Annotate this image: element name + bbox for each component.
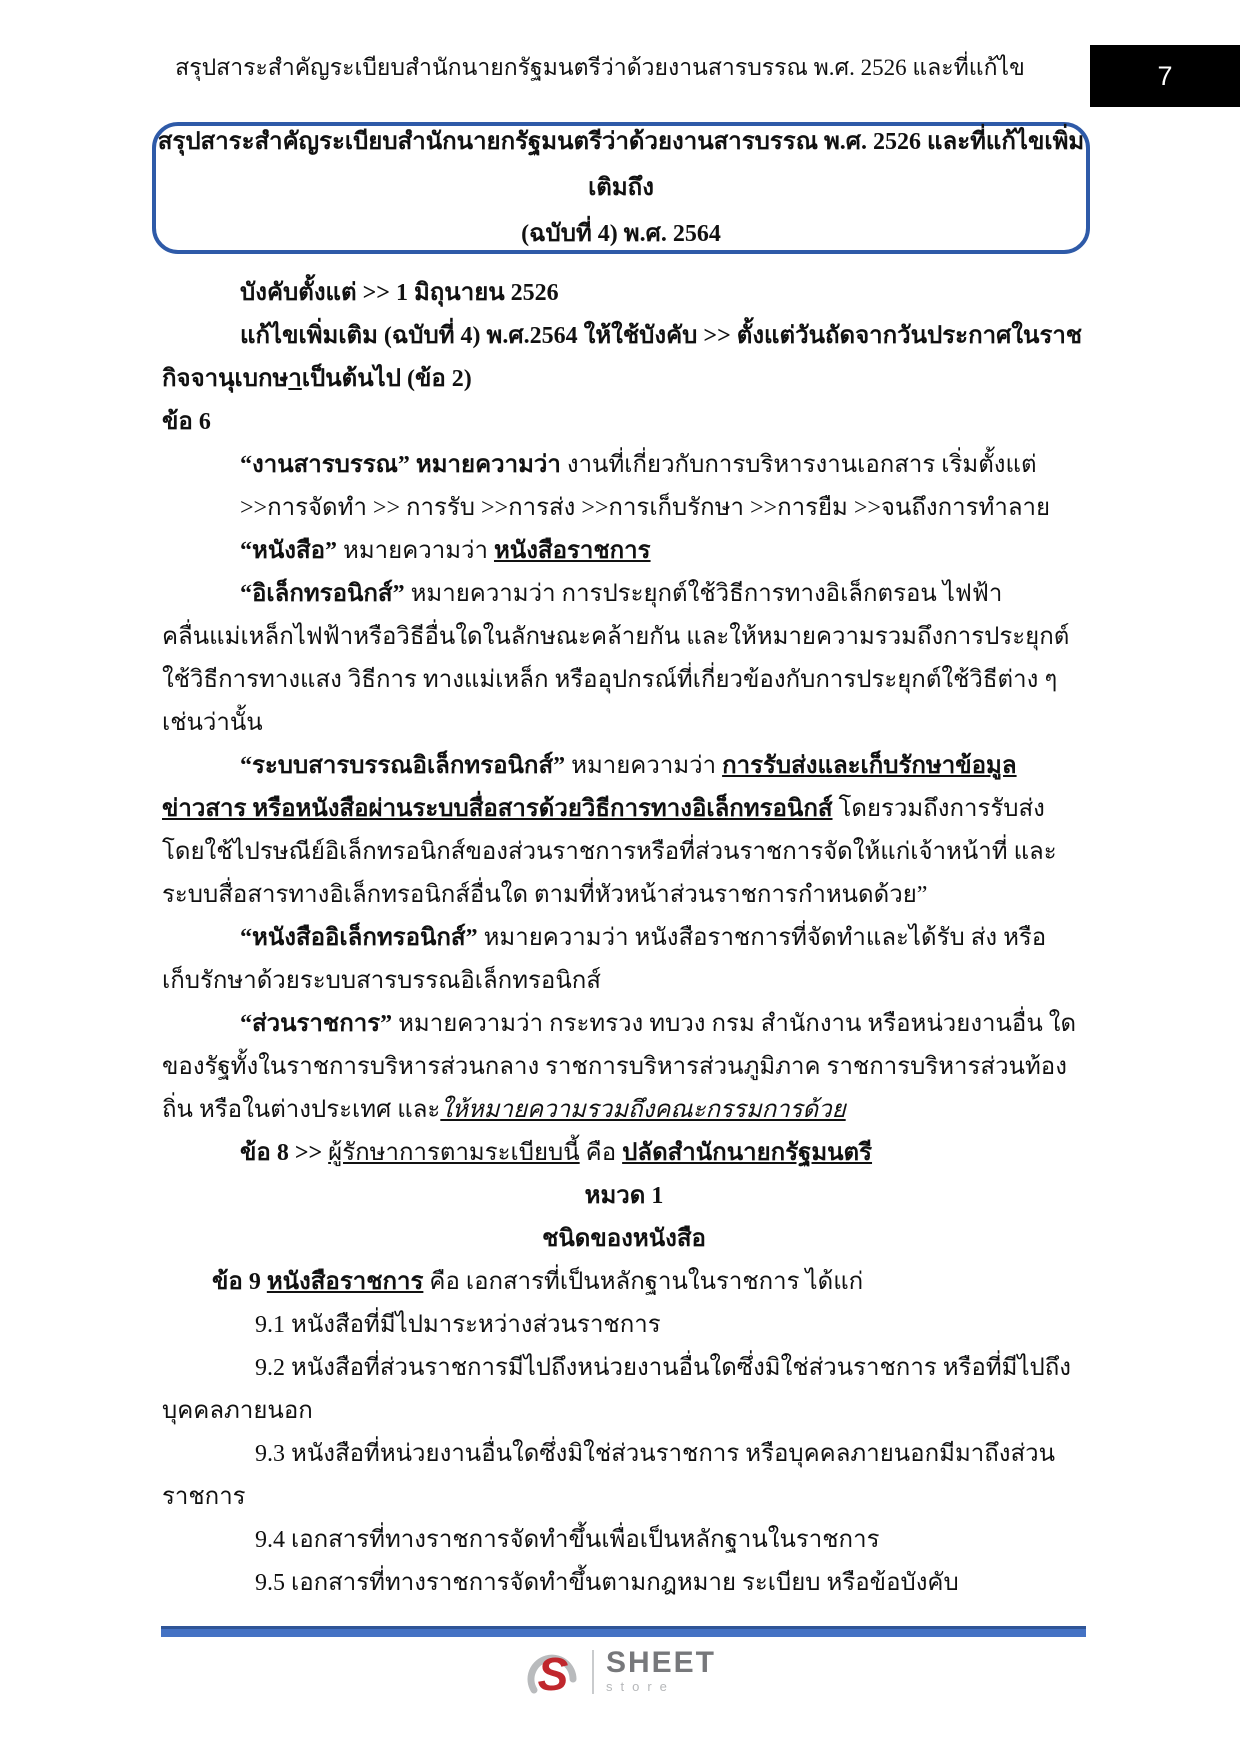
text-run: งานที่เกี่ยวกับการบริหารงานเอกสาร เริ่มตั้งแต่	[560, 452, 1037, 478]
sheet-store-s-logo-icon	[524, 1648, 580, 1700]
paragraph	[162, 1175, 1086, 1218]
paragraph	[162, 487, 1086, 530]
svg-text:S: S	[537, 1648, 569, 1700]
paragraph	[162, 401, 1086, 444]
text-run: “งานสารบรรณ” หมายความว่า	[240, 452, 561, 478]
text-run: ชนิดของหนังสือ	[542, 1226, 706, 1252]
text-run: >>การจัดทำ >> การรับ >>การส่ง >>การเก็บรักษา >>การยืม >>จนถึงการทำลาย	[240, 495, 1051, 521]
text-run: หมวด 1	[584, 1183, 664, 1209]
text-run: หมายความว่า กระทรวง ทบวง กรม สำนักงาน หรือหน่วยงานอื่น ใดของรัฐทั้งในราชการบริหารส่วนกลาง ราชการบริหารส่วนภูมิภาค ราชการบริหารส่วนท้องถิ่น หรือในต่างประเทศ และ	[162, 1011, 1077, 1123]
text-run: 9.3 หนังสือที่หน่วยงานอื่นใดซึ่งมิใช่ส่วนราชการ หรือบุคคลภายนอกมีมาถึงส่วนราชการ	[162, 1441, 1056, 1510]
text-run: ปลัดสำนักนายกรัฐมนตรี	[622, 1140, 873, 1166]
paragraph	[162, 1433, 1086, 1519]
paragraph	[162, 1132, 1086, 1175]
paragraph	[162, 1519, 1086, 1562]
paragraph	[162, 1304, 1086, 1347]
text-run: หมายความว่า	[565, 753, 723, 779]
paragraph	[162, 1218, 1086, 1261]
text-run: การรับส่งและเก็บรักษาข้อมูลข่าวสาร หรือหนังสือผ่านระบบสื่อสารด้วยวิธีการทางอิเล็กทรอนิกส์	[162, 753, 1017, 822]
text-run: 9.5 เอกสารที่ทางราชการจัดทำขึ้นตามกฎหมาย ระเบียบ หรือข้อบังคับ	[255, 1570, 959, 1596]
paragraph	[162, 917, 1086, 1003]
text-run: 9.1 หนังสือที่มีไปมาระหว่างส่วนราชการ	[255, 1312, 661, 1338]
text-run: หมายความว่า	[337, 538, 494, 564]
footer-divider-bar	[161, 1626, 1086, 1637]
page-number: 7	[1157, 60, 1173, 91]
text-run: เป็นต้นไป (ข้อ 2)	[301, 366, 472, 392]
text-run: “ส่วนราชการ”	[240, 1011, 393, 1037]
text-run: ข้อ 8 >>	[240, 1140, 329, 1166]
text-run: หนังสือราชการ	[266, 1269, 424, 1295]
text-run: ให้หมายความรวมถึงคณะกรรมการด้วย	[440, 1097, 846, 1123]
paragraph	[162, 1261, 1086, 1304]
paragraph	[162, 530, 1086, 573]
logo-sub-text: store	[605, 1679, 675, 1694]
document-body	[162, 272, 1086, 1605]
text-run: 9.2 หนังสือที่ส่วนราชการมีไปถึงหน่วยงานอื่นใดซึ่งมิใช่ส่วนราชการ หรือที่มีไปถึงบุคคลภายนอก	[162, 1355, 1072, 1424]
text-run: หมายความว่า การประยุกต์ใช้วิธีการทางอิเล็กตรอน ไฟฟ้า คลื่นแม่เหล็กไฟฟ้าหรือวิธีอื่นใดในลักษณะคล้ายกัน และให้หมายความรวมถึงการประยุกต์ใช้วิธีการทางแสง วิธีการ ทางแม่เหล็ก หรืออุปกรณ์ที่เกี่ยวข้องกับการประยุกต์ใช้วิธีต่าง ๆ เช่นว่านั้น	[162, 581, 1070, 736]
paragraph	[162, 1562, 1086, 1605]
paragraph	[162, 573, 1086, 745]
paragraph	[162, 745, 1086, 917]
text-run: คือ เอกสารที่เป็นหลักฐานในราชการ ได้แก่	[423, 1269, 864, 1295]
title-line-1: สรุปสาระสำคัญระเบียบสำนักนายกรัฐมนตรีว่าด้วยงานสารบรรณ พ.ศ. 2526 และที่แก้ไขเพิ่มเติมถึง	[157, 129, 1085, 201]
text-run: “อิเล็กทรอนิกส์”	[240, 581, 405, 607]
text-run: หนังสือราชการ	[493, 538, 651, 564]
document-title-box	[152, 122, 1090, 254]
text-run: ข้อ 9	[212, 1269, 267, 1295]
text-run: แก้ไขเพิ่มเติม (ฉบับที่ 4) พ.ศ.2564 ให้ใช้บังคับ >> ตั้งแต่วันถัดจากวันประกาศในราชกิจจานุเบกษ	[162, 323, 1083, 392]
logo-brand-text: SHEET	[605, 1646, 717, 1679]
page-header-title: สรุปสาระสำคัญระเบียบสำนักนายกรัฐมนตรีว่าด้วยงานสารบรรณ พ.ศ. 2526 และที่แก้ไข	[175, 55, 1025, 80]
text-run: คือ	[579, 1140, 623, 1166]
text-run: ข้อ 6	[162, 409, 211, 435]
text-run: า	[288, 366, 302, 392]
text-run: “หนังสืออิเล็กทรอนิกส์”	[240, 925, 478, 951]
text-run: หมายความว่า หนังสือราชการที่จัดทำและได้รับ ส่ง หรือ เก็บรักษาด้วยระบบสารบรรณอิเล็กทรอนิกส์	[162, 925, 1047, 994]
paragraph	[162, 1347, 1086, 1433]
logo-wordmark	[606, 1648, 716, 1695]
paragraph	[162, 315, 1086, 401]
text-run: “หนังสือ”	[240, 538, 338, 564]
logo-divider	[592, 1650, 594, 1694]
footer-logo	[0, 1648, 1240, 1700]
paragraph	[162, 444, 1086, 487]
text-run: โดยรวมถึงการรับส่งโดยใช้ไปรษณีย์อิเล็กทรอนิกส์ของส่วนราชการหรือที่ส่วนราชการจัดให้แก่เจ้าหน้าที่ และระบบสื่อสารทางอิเล็กทรอนิกส์อื่นใด ตามที่หัวหน้าส่วนราชการกำหนดด้วย”	[162, 796, 1057, 908]
text-run: “ระบบสารบรรณอิเล็กทรอนิกส์”	[240, 753, 566, 779]
paragraph	[162, 272, 1086, 315]
page-number-box	[1090, 45, 1240, 107]
text-run: ผู้รักษาการตามระเบียบนี้	[328, 1140, 580, 1166]
paragraph	[162, 1003, 1086, 1132]
text-run: 9.4 เอกสารที่ทางราชการจัดทำขึ้นเพื่อเป็นหลักฐานในราชการ	[255, 1527, 880, 1553]
text-run: บังคับตั้งแต่ >> 1 มิถุนายน 2526	[240, 280, 559, 306]
title-line-2: (ฉบับที่ 4) พ.ศ. 2564	[521, 221, 721, 247]
